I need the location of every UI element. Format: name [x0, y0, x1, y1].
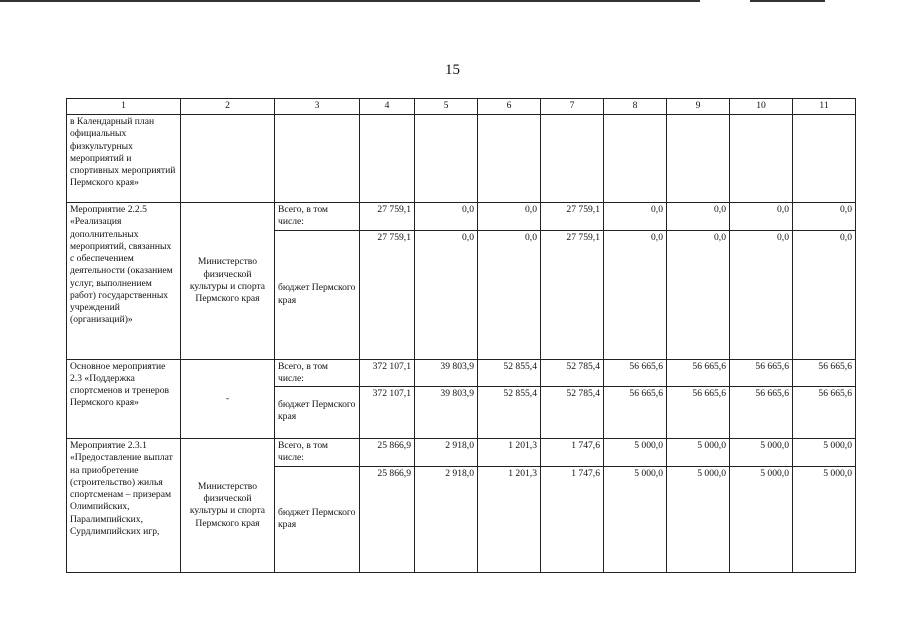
value-cell: 0,0 — [415, 203, 478, 231]
value-cell: 1 201,3 — [478, 466, 541, 572]
source-cell — [275, 115, 360, 203]
header-cell: 2 — [181, 99, 275, 115]
value-cell: 52 855,4 — [478, 387, 541, 439]
value-cell: 56 665,6 — [667, 387, 730, 439]
value-cell: 5 000,0 — [793, 439, 856, 467]
page-number: 15 — [445, 62, 460, 78]
value-cell: 52 785,4 — [541, 359, 604, 387]
header-cell: 1 — [67, 99, 181, 115]
activity-name-cell: Мероприятие 2.3.1 «Предоставление выплат на приобретение (строительство) жилья спортсменам – призерам Олимпийских, Паралимпийских, Сурдлимпийских игр, — [67, 439, 181, 573]
header-cell: 7 — [541, 99, 604, 115]
source-cell: бюджет Пермского края — [275, 387, 360, 439]
value-cell — [730, 115, 793, 203]
value-cell: 5 000,0 — [793, 466, 856, 572]
value-cell: 0,0 — [793, 203, 856, 231]
header-cell: 6 — [478, 99, 541, 115]
value-cell: 56 665,6 — [793, 359, 856, 387]
header-cell: 11 — [793, 99, 856, 115]
value-cell: 5 000,0 — [604, 439, 667, 467]
value-cell: 52 855,4 — [478, 359, 541, 387]
value-cell — [360, 115, 415, 203]
value-cell: 25 866,9 — [360, 439, 415, 467]
header-cell: 4 — [360, 99, 415, 115]
table-row — [67, 115, 856, 203]
value-cell: 1 747,6 — [541, 439, 604, 467]
responsible-cell: Министерство физической культуры и спорта Пермского края — [181, 439, 275, 573]
value-cell: 0,0 — [604, 203, 667, 231]
value-cell: 27 759,1 — [360, 203, 415, 231]
value-cell: 372 107,1 — [360, 359, 415, 387]
value-cell: 0,0 — [478, 203, 541, 231]
value-cell: 39 803,9 — [415, 387, 478, 439]
value-cell: 5 000,0 — [730, 466, 793, 572]
value-cell: 0,0 — [478, 230, 541, 359]
value-cell: 1 747,6 — [541, 466, 604, 572]
table-row — [67, 203, 856, 231]
value-cell: 372 107,1 — [360, 387, 415, 439]
activity-name-cell: Основное мероприятие 2.3 «Поддержка спортсменов и тренеров Пермского края» — [67, 359, 181, 439]
value-cell: 56 665,6 — [604, 387, 667, 439]
value-cell — [478, 115, 541, 203]
value-cell: 0,0 — [793, 230, 856, 359]
value-cell: 1 201,3 — [478, 439, 541, 467]
value-cell: 39 803,9 — [415, 359, 478, 387]
value-cell: 2 918,0 — [415, 466, 478, 572]
header-cell: 5 — [415, 99, 478, 115]
top-scan-line-left — [0, 0, 700, 2]
header-cell: 3 — [275, 99, 360, 115]
source-cell: Всего, в том числе: — [275, 359, 360, 387]
responsible-cell: Министерство физической культуры и спорта Пермского края — [181, 203, 275, 360]
source-cell: бюджет Пермского края — [275, 230, 360, 359]
value-cell: 5 000,0 — [604, 466, 667, 572]
header-cell: 9 — [667, 99, 730, 115]
value-cell: 0,0 — [730, 203, 793, 231]
value-cell — [415, 115, 478, 203]
header-cell: 10 — [730, 99, 793, 115]
value-cell — [667, 115, 730, 203]
responsible-cell — [181, 115, 275, 203]
activity-name-cell: Мероприятие 2.2.5 «Реализация дополнительных мероприятий, связанных с обеспечением деятельности (оказанием услуг, выполнением работ) государственных учреждений (организаций)» — [67, 203, 181, 360]
value-cell: 5 000,0 — [730, 439, 793, 467]
value-cell: 0,0 — [667, 230, 730, 359]
table-row — [67, 359, 856, 387]
top-scan-line-right — [750, 0, 825, 2]
value-cell: 0,0 — [667, 203, 730, 231]
table-row — [67, 439, 856, 467]
value-cell: 56 665,6 — [793, 387, 856, 439]
value-cell — [793, 115, 856, 203]
value-cell: 27 759,1 — [541, 230, 604, 359]
value-cell — [541, 115, 604, 203]
budget-table — [66, 98, 856, 573]
value-cell: 56 665,6 — [604, 359, 667, 387]
value-cell: 52 785,4 — [541, 387, 604, 439]
responsible-cell: - — [181, 359, 275, 439]
value-cell: 27 759,1 — [541, 203, 604, 231]
header-row — [67, 99, 856, 115]
source-cell: бюджет Пермского края — [275, 466, 360, 572]
value-cell: 0,0 — [730, 230, 793, 359]
value-cell: 56 665,6 — [730, 387, 793, 439]
value-cell: 2 918,0 — [415, 439, 478, 467]
value-cell: 27 759,1 — [360, 230, 415, 359]
value-cell — [604, 115, 667, 203]
source-cell: Всего, в том числе: — [275, 203, 360, 231]
value-cell: 0,0 — [604, 230, 667, 359]
value-cell: 56 665,6 — [667, 359, 730, 387]
value-cell: 25 866,9 — [360, 466, 415, 572]
header-cell: 8 — [604, 99, 667, 115]
source-cell: Всего, в том числе: — [275, 439, 360, 467]
value-cell: 5 000,0 — [667, 466, 730, 572]
value-cell: 5 000,0 — [667, 439, 730, 467]
activity-name-cell: в Календарный план официальных физкультурных мероприятий и спортивных мероприятий Пермского края» — [67, 115, 181, 203]
value-cell: 56 665,6 — [730, 359, 793, 387]
value-cell: 0,0 — [415, 230, 478, 359]
